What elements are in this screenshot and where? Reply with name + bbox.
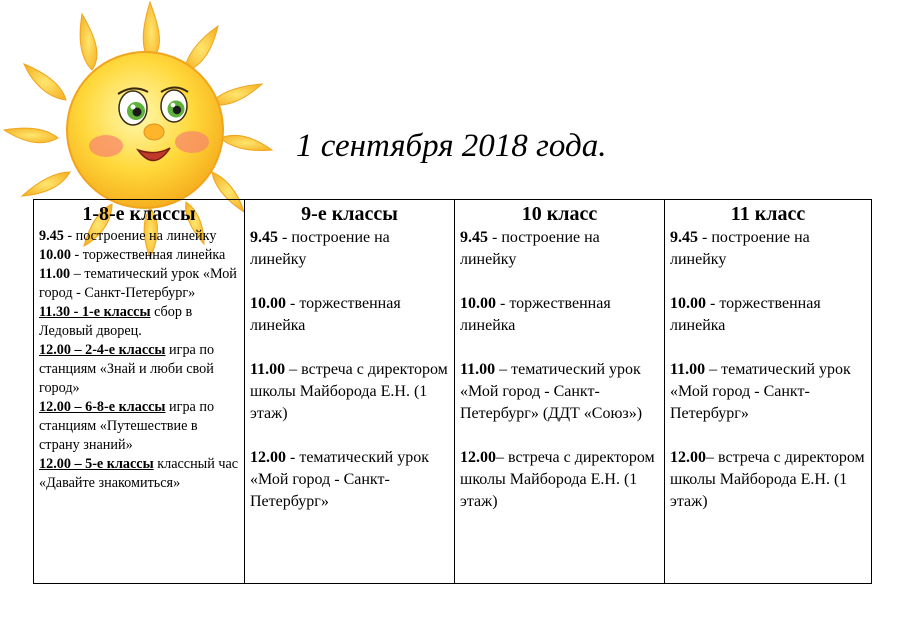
column-grade-11 (664, 200, 871, 583)
entry-time: 11.00 (39, 266, 71, 282)
entry-time: 11.00 (250, 361, 286, 378)
entry-time: 10.00 (460, 295, 496, 312)
entry-text: игра по станциям «Знай и люби свой город» (39, 342, 215, 396)
column-grade-9 (244, 200, 454, 583)
entry-time: 9.45 (39, 228, 64, 244)
entry-time: 11.00 (460, 361, 496, 378)
entry-text: - торжественная линейка (460, 295, 611, 334)
column-grades-1-8 (34, 200, 244, 583)
entry-text: – встреча с директором школы Майборода Е.Н. (1 этаж) (670, 449, 865, 510)
column-grade-10 (454, 200, 664, 583)
entry-time: 12.00 (250, 449, 286, 466)
schedule-entry (250, 227, 449, 271)
entry-group: 12.00 – 6-8-е классы (39, 399, 166, 415)
schedule-entry (39, 303, 239, 341)
column-header: 10 класс (521, 203, 598, 225)
schedule-entry (39, 341, 239, 398)
schedule-entry (39, 455, 239, 493)
schedule-entry (250, 293, 449, 337)
schedule-entry (39, 265, 239, 303)
page-title: 1 сентября 2018 года. (296, 128, 607, 164)
schedule-entry (670, 447, 866, 513)
entry-time: 10.00 (670, 295, 706, 312)
entry-text: - построение на линейку (460, 229, 600, 268)
column-header: 9-е классы (301, 203, 398, 225)
column-header: 1-8-е классы (82, 203, 196, 225)
schedule-entry (39, 227, 239, 246)
sun-nose (144, 124, 164, 140)
entry-text: - построение на линейку (63, 228, 217, 244)
entry-text: – тематический урок «Мой город - Санкт-Петербург» (39, 266, 237, 301)
entry-text: - тематический урок «Мой город - Санкт-Петербург» (250, 449, 429, 510)
entry-text: - построение на линейку (670, 229, 810, 268)
entry-text: игра по станциям «Путешествие в страну знаний» (39, 399, 215, 453)
entry-text: – встреча с директором школы Майборода Е.Н. (1 этаж) (250, 361, 448, 422)
schedule-entry (39, 246, 239, 265)
entry-text: сбор в Ледовый дворец. (39, 304, 193, 339)
schedule-entry (250, 447, 449, 513)
entry-time: 12.00 (670, 449, 706, 466)
entry-time: 10.00 (250, 295, 286, 312)
entry-text: – тематический урок «Мой город - Санкт-Петербург» (670, 361, 851, 422)
entry-text: – встреча с директором школы Майборода Е.Н. (1 этаж) (460, 449, 655, 510)
entry-time: 9.45 (460, 229, 488, 246)
entry-text: - построение на линейку (250, 229, 390, 268)
schedule-entry (39, 398, 239, 455)
entry-group: 12.00 – 2-4-е классы (39, 342, 166, 358)
schedule-entry (460, 227, 659, 271)
schedule-entry (460, 359, 659, 425)
column-header: 11 класс (730, 203, 806, 225)
entry-time: 9.45 (670, 229, 698, 246)
entry-time: 11.00 (670, 361, 706, 378)
schedule-entry (670, 293, 866, 337)
schedule-entry (670, 227, 866, 271)
schedule-entry (460, 293, 659, 337)
entry-text: - торжественная линейка (70, 247, 226, 263)
entry-text: классный час «Давайте знакомиться» (39, 456, 239, 491)
entry-text: - торжественная линейка (670, 295, 821, 334)
entry-time: 12.00 (460, 449, 496, 466)
schedule-entry (670, 359, 866, 425)
entry-text: - торжественная линейка (250, 295, 401, 334)
entry-text: – тематический урок «Мой город - Санкт-Петербург» (ДДТ «Союз») (460, 361, 643, 422)
schedule-table (33, 199, 872, 584)
schedule-entry (460, 447, 659, 513)
entry-time: 10.00 (39, 247, 71, 263)
schedule-entry (250, 359, 449, 425)
entry-time: 9.45 (250, 229, 278, 246)
entry-group: 12.00 – 5-е классы (39, 456, 154, 472)
entry-group: 11.30 - 1-е классы (39, 304, 151, 320)
